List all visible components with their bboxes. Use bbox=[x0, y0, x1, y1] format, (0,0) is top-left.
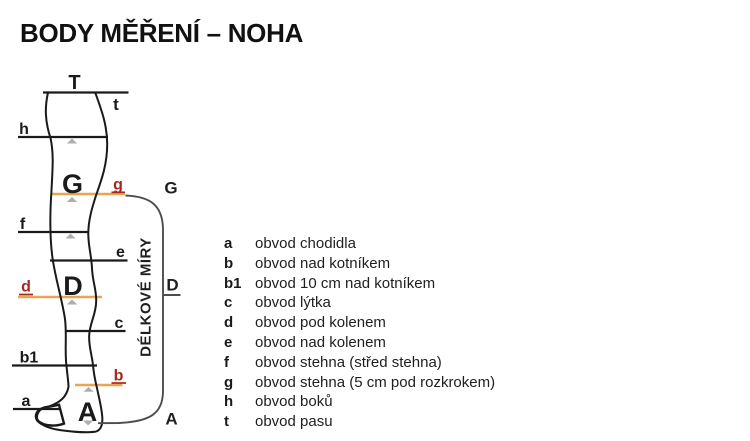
legend-row-d bbox=[224, 313, 495, 333]
marker-triangle-f bbox=[66, 234, 76, 239]
label-g: g bbox=[113, 176, 123, 194]
legend-key: d bbox=[224, 314, 234, 332]
legend-text: obvod stehna (5 cm pod rozkrokem) bbox=[255, 373, 496, 391]
legend-text: obvod 10 cm nad kotníkem bbox=[255, 274, 436, 292]
legend-row-b bbox=[224, 254, 495, 274]
marker-triangle-h bbox=[67, 139, 77, 144]
label-f: f bbox=[19, 216, 26, 233]
legend-row-a bbox=[224, 234, 495, 254]
bracket-label-G: G bbox=[164, 178, 178, 198]
legend-key: t bbox=[224, 413, 229, 431]
legend-key: f bbox=[224, 353, 229, 371]
label-b: b bbox=[113, 367, 124, 385]
legend-key: a bbox=[224, 235, 233, 252]
bracket-label-A: A bbox=[165, 409, 178, 429]
label-c: c bbox=[114, 315, 124, 332]
bracket-label-D: D bbox=[166, 275, 179, 295]
legend-text: obvod chodidla bbox=[255, 235, 356, 252]
label-G-big: G bbox=[61, 169, 84, 199]
legend-row-b1 bbox=[224, 274, 495, 294]
legend-row-c bbox=[224, 293, 495, 313]
label-d: d bbox=[21, 278, 31, 296]
legend-row-e bbox=[224, 333, 495, 353]
page-title: BODY MĚŘENÍ – NOHA bbox=[20, 18, 304, 48]
label-A-big: A bbox=[77, 397, 98, 427]
legend-row-t bbox=[224, 412, 495, 432]
legend-text: obvod lýtka bbox=[255, 294, 331, 312]
label-T: T bbox=[68, 72, 81, 94]
legend-text: obvod pod kolenem bbox=[255, 314, 386, 332]
leg-measurement-diagram bbox=[0, 0, 210, 441]
legend-text: obvod boků bbox=[255, 393, 333, 411]
marker-triangle-b bbox=[84, 387, 94, 392]
legend-text: obvod nad kotníkem bbox=[255, 254, 391, 272]
legend-key: c bbox=[224, 294, 233, 312]
legend-key: e bbox=[224, 333, 233, 351]
legend-row-f bbox=[224, 353, 495, 373]
legend-text: obvod pasu bbox=[255, 413, 333, 431]
legend-text: obvod stehna (střed stehna) bbox=[255, 353, 442, 371]
legend-key: b bbox=[224, 254, 234, 272]
legend-row-g bbox=[224, 373, 495, 393]
label-e: e bbox=[116, 244, 125, 261]
length-measures-title: DÉLKOVÉ MÍRY bbox=[137, 237, 155, 357]
legend-key: b1 bbox=[224, 274, 242, 292]
label-b1: b1 bbox=[19, 349, 39, 367]
legend bbox=[224, 234, 495, 432]
legend-text: obvod nad kolenem bbox=[255, 333, 386, 351]
label-t: t bbox=[113, 95, 119, 114]
legend-key: h bbox=[224, 393, 234, 411]
legend-row-h bbox=[224, 392, 495, 412]
label-h: h bbox=[19, 121, 29, 138]
label-a: a bbox=[21, 393, 31, 410]
legend-key: g bbox=[224, 373, 234, 391]
label-D-big: D bbox=[63, 271, 83, 301]
